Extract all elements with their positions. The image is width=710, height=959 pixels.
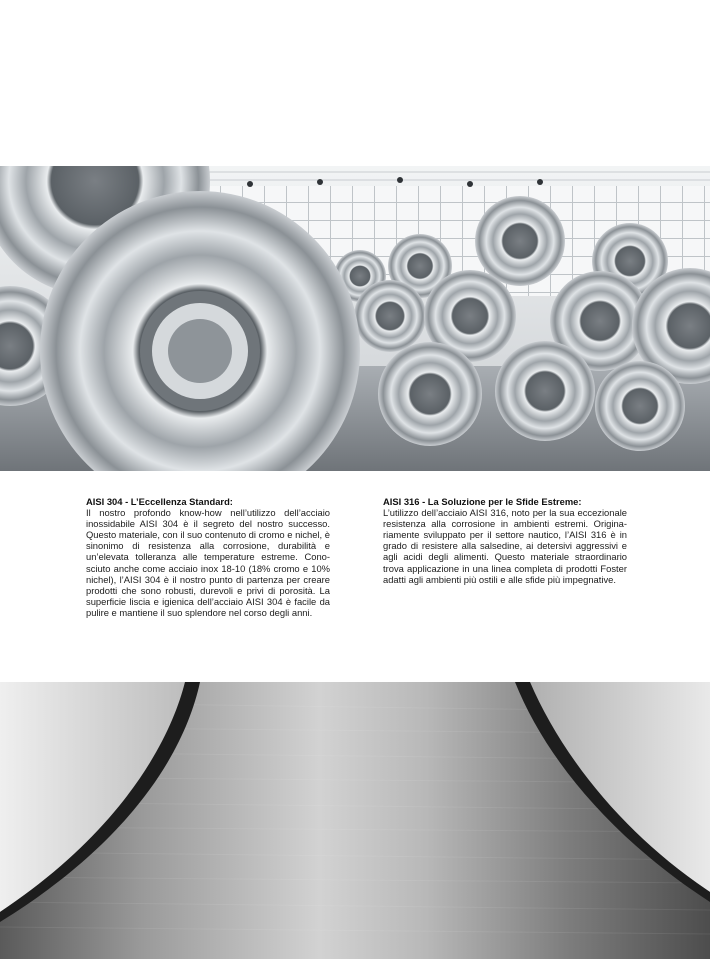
section-body: L’utilizzo dell’acciaio AISI 316, noto per la sua eccezionale resistenza alla corrosione in ambienti estremi. Originariamente sviluppato per il settore nautico, l’AISI 316 è in grado di resistere alla salsedine, ai detersivi aggressivi e agli acidi degli alimenti. Questo materiale straordinario trova applicazione in una linea completa di prodotti Foster adatti agli ambienti più ostili e alle sfide più impegnative.: [383, 507, 627, 585]
section-aisi-304: [86, 496, 330, 618]
hero-steel-coils-photo: [0, 166, 710, 471]
section-body: Il nostro profondo know-how nell’utilizzo dell’acciaio inossidabile AISI 304 è il segreto del nostro successo. Questo materiale, con il suo contenuto di cromo e nichel, è sinonimo di resistenza alla corrosione, durabilità e un’elevata tolleranza alle temperature estreme. Conosciuto anche come acciaio inox 18-10 (18% cromo e 10% nichel), l’AISI 304 è il nostro punto di partenza per creare prodotti che sono robusti, durevoli e privi di porosità. La superficie liscia e igienica dell’acciaio AISI 304 è facile da pulire e mantiene il suo splendore nel corso degli anni.: [86, 507, 330, 618]
section-heading: AISI 316 - La Soluzione per le Sfide Estreme:: [383, 496, 582, 507]
section-aisi-316: [383, 496, 627, 585]
section-heading: AISI 304 - L’Eccellenza Standard:: [86, 496, 233, 507]
steel-coils-illustration: [0, 166, 710, 471]
brushed-steel-photo: [0, 682, 710, 959]
brushed-steel-illustration: [0, 682, 710, 959]
